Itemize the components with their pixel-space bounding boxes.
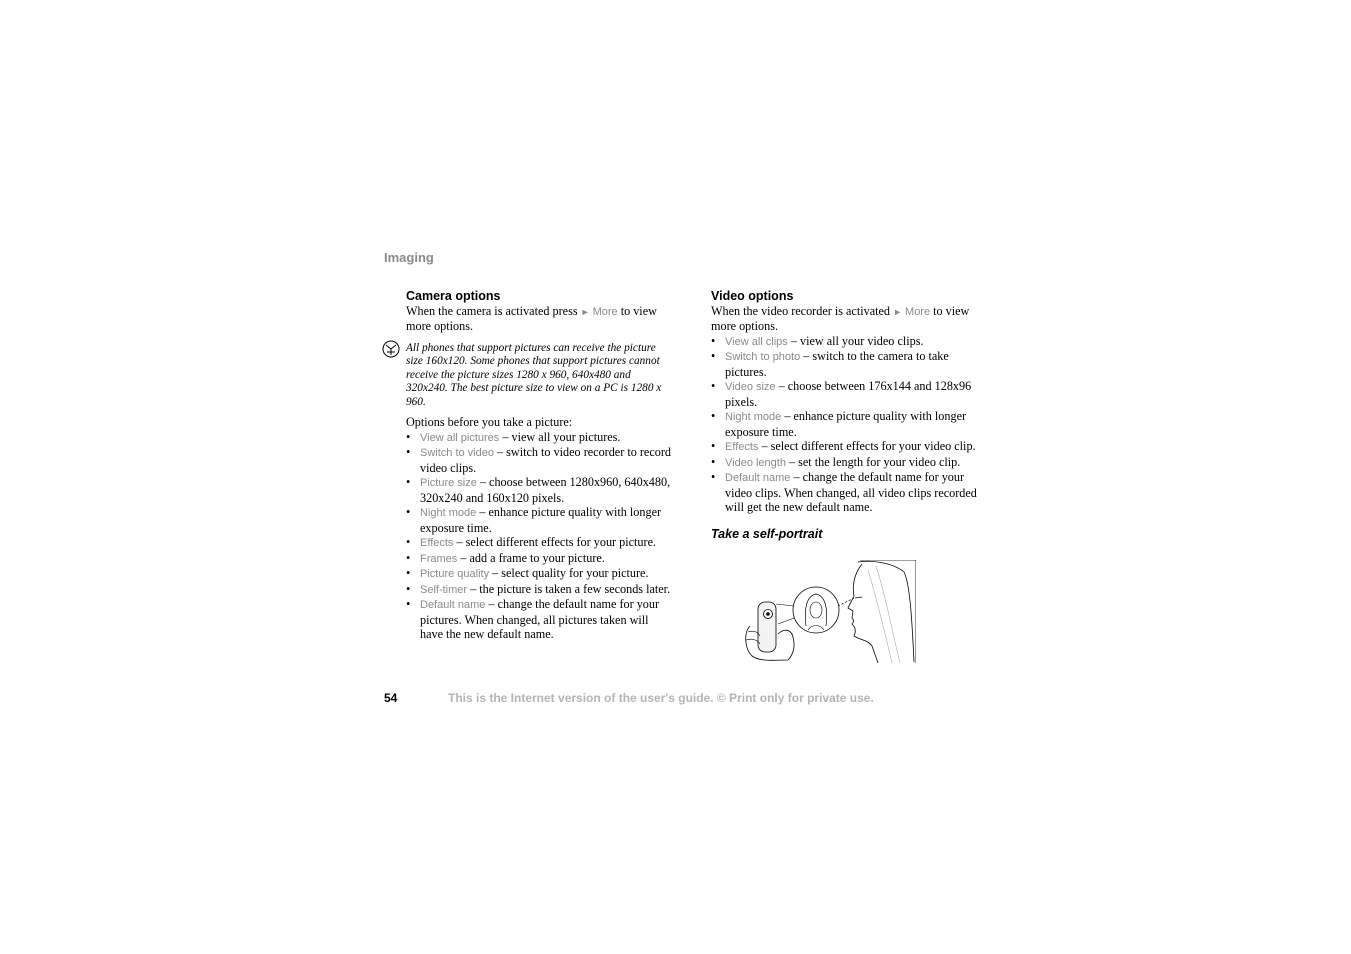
list-item: • Effects – select different effects for your picture.	[406, 535, 674, 551]
camera-options-section	[406, 289, 674, 642]
list-item: • Self-timer – the picture is taken a few seconds later.	[406, 582, 674, 598]
menu-more: More	[905, 305, 931, 318]
list-item: • View all clips – view all your video clips.	[711, 334, 979, 350]
note-text: All phones that support pictures can receive the picture size 160x120. Some phones that support pictures cannot receive the picture sizes 1280 x 960, 640x480 and 320x240. The best picture size to view on a PC is 1280 x 960.	[406, 341, 662, 408]
list-item: • Frames – add a frame to your picture.	[406, 551, 674, 567]
menu-more: More	[592, 305, 618, 318]
list-item: • View all pictures – view all your pictures.	[406, 430, 674, 446]
video-options-section	[711, 289, 979, 541]
video-options-title: Video options	[711, 289, 794, 303]
video-options-list	[711, 334, 979, 515]
list-item: • Video size – choose between 176x144 and 128x96 pixels.	[711, 379, 979, 409]
list-item: • Default name – change the default name for your video clips. When changed, all video clips recorded will get the new default name.	[711, 470, 979, 515]
list-item: • Switch to video – switch to video recorder to record video clips.	[406, 445, 674, 475]
camera-options-title: Camera options	[406, 289, 501, 303]
list-item: • Night mode – enhance picture quality with longer exposure time.	[711, 409, 979, 439]
list-item: • Video length – set the length for your video clip.	[711, 455, 979, 471]
options-intro: Options before you take a picture:	[406, 415, 573, 430]
list-item: • Picture quality – select quality for your picture.	[406, 566, 674, 582]
list-item: • Effects – select different effects for your video clip.	[711, 439, 979, 455]
arrow-right-icon: ►	[893, 306, 902, 317]
note-box	[406, 342, 674, 410]
video-intro: When the video recorder is activated ► More to view more options.	[711, 303, 970, 333]
self-portrait-illustration	[742, 560, 916, 663]
list-item: • Switch to photo – switch to the camera to take pictures.	[711, 349, 979, 379]
arrow-right-icon: ►	[580, 306, 590, 317]
list-item: • Default name – change the default name for your pictures. When changed, all pictures taken will have the new default name.	[406, 597, 674, 642]
camera-intro: When the camera is activated press ► More to view more options.	[406, 303, 657, 333]
footer-disclaimer: This is the Internet version of the user's guide. © Print only for private use.	[448, 691, 874, 705]
page-number: 54	[384, 691, 398, 705]
list-item: • Picture size – choose between 1280x960, 640x480, 320x240 and 160x120 pixels.	[406, 475, 674, 505]
camera-options-list	[406, 430, 674, 642]
self-portrait-title: Take a self-portrait	[711, 526, 823, 541]
list-item: • Night mode – enhance picture quality with longer exposure time.	[406, 505, 674, 535]
section-header: Imaging	[384, 250, 434, 265]
note-icon	[382, 340, 400, 358]
